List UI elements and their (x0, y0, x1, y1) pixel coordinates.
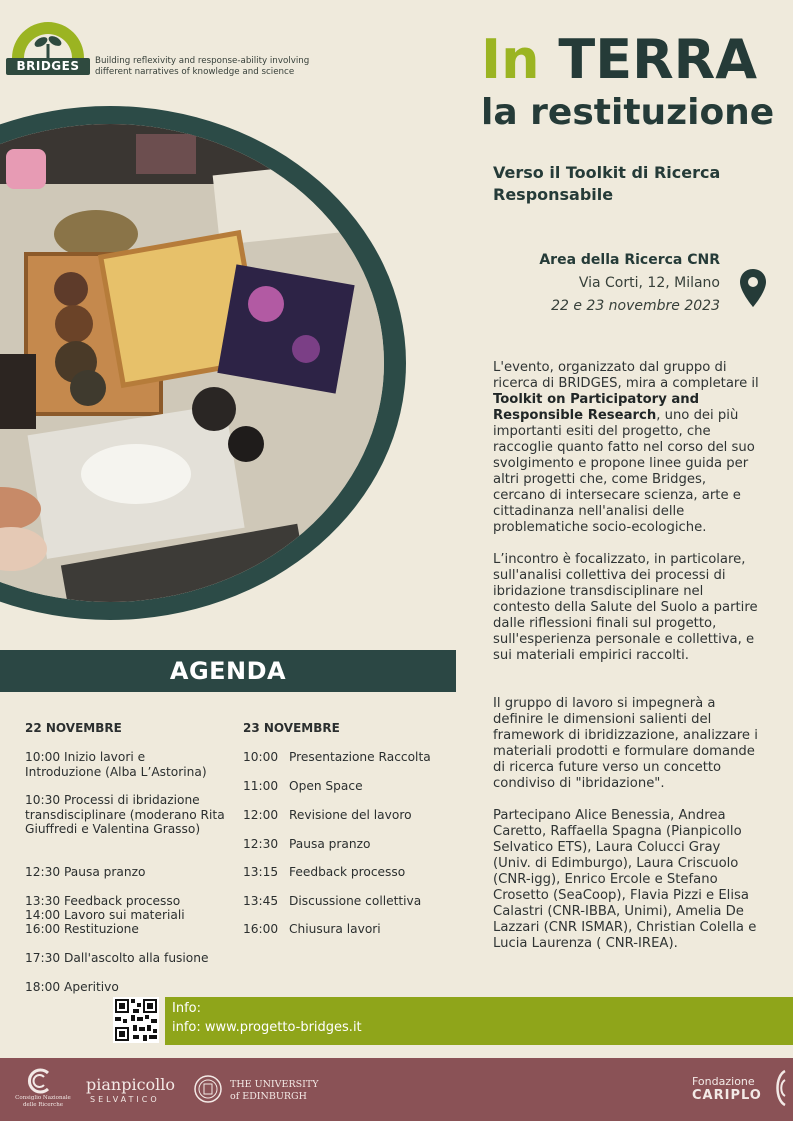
cnr-name-line-1: Consiglio Nazionale (15, 1095, 71, 1101)
cnr-name (8, 1095, 78, 1109)
agenda-label: Discussione collettiva (289, 894, 422, 908)
map-pin-icon (738, 268, 768, 308)
agenda-heading: AGENDA (0, 650, 456, 692)
agenda-item: 10:30 Processi di ibridazione transdisciplinare (moderano Rita Giuffredi e Valentina Grasso) (25, 793, 225, 836)
pianpicollo-subtitle: SELVATICO (90, 1095, 160, 1104)
body-paragraph-focus: L’incontro è focalizzato, in particolare, sull'analisi collettiva dei processi di ibridazione transdisciplinare nel contesto della Salute del Suolo a partire dalle riflessioni finali sul progetto, sull'esperienza personale e collettiva, e sui materiali empirici raccolti. (493, 552, 758, 663)
intro-text-b: , uno dei più importanti esiti del progetto, che raccoglie quanto fatto nel corso del suo svolgimento e propone linee guida per altri progetti che, come Bridges, cercano di intersecare scienza, arte e cittadinanza nell'analisi delle problematiche socio-ecologiche. (493, 408, 755, 535)
agenda-item (243, 865, 448, 880)
venue-name: Area della Ricerca CNR (539, 252, 720, 268)
pianpicollo-logo: pianpicollo (86, 1075, 176, 1094)
info-website-link[interactable]: info: www.progetto-bridges.it (172, 1020, 362, 1035)
agenda-label: Chiusura lavori (289, 922, 381, 936)
cariplo-line-2: CARIPLO (692, 1088, 762, 1103)
qr-code-icon[interactable] (113, 997, 159, 1043)
event-date: 22 e 23 novembre 2023 (551, 298, 720, 314)
intro-text-a: L'evento, organizzato dal gruppo di ricerca di BRIDGES, mira a completare il (493, 360, 759, 391)
cnr-logo-icon (26, 1067, 56, 1095)
toolkit-name: Toolkit on Participatory and Responsible Research (493, 392, 700, 423)
event-title-line-2: la restituzione (481, 92, 775, 133)
agenda-item: 12:30 Pausa pranzo (25, 865, 146, 879)
soil-materials-photo (0, 124, 384, 602)
agenda-time: 16:00 (243, 922, 279, 936)
agenda-label: Feedback processo (289, 865, 406, 879)
agenda-time: 13:15 (243, 865, 279, 879)
agenda-item: 14:00 Lavoro sui materiali (25, 908, 185, 922)
agenda-item: 16:00 Restituzione (25, 922, 139, 936)
body-paragraph-intro (493, 360, 761, 536)
edinburgh-seal-icon (193, 1074, 223, 1104)
agenda-label: Open Space (289, 779, 363, 793)
agenda-item (243, 922, 448, 937)
agenda-label: Revisione del lavoro (289, 808, 412, 822)
agenda-item (243, 808, 448, 823)
day-2-heading: 23 NOVEMBRE (243, 721, 340, 735)
tagline-line-2: different narratives of knowledge and science (95, 67, 295, 77)
logo-wordmark: BRIDGES (6, 58, 90, 75)
agenda-label: Presentazione Raccolta (289, 750, 431, 764)
cariplo-line-1: Fondazione (692, 1075, 755, 1088)
cariplo-mark-icon (771, 1068, 789, 1108)
photo-frame (0, 106, 406, 620)
agenda-item: 10:00 Inizio lavori e Introduzione (Alba L’Astorina) (25, 750, 207, 779)
event-title (481, 28, 757, 92)
title-word-in: In (481, 28, 540, 91)
venue-address: Via Corti, 12, Milano (578, 275, 720, 291)
agenda-item: 18:00 Aperitivo (25, 980, 119, 994)
agenda-item (243, 837, 448, 852)
agenda-time: 13:45 (243, 894, 279, 908)
tagline-line-1: Building reflexivity and response-ability involving (95, 56, 310, 66)
info-label: Info: (172, 1001, 201, 1016)
body-paragraph-goals: Il gruppo di lavoro si impegnerà a definire le dimensioni salienti del framework di ibridizzazione, analizzare i materiali prodotti e formulare domande di ricerca future verso un concetto condiviso di "ibridazione". (493, 696, 758, 791)
event-subtitle: Verso il Toolkit di Ricerca Responsabile (493, 163, 721, 204)
agenda-time: 11:00 (243, 779, 279, 793)
title-word-terra: TERRA (558, 28, 758, 91)
agenda-time: 10:00 (243, 750, 279, 764)
tagline (95, 56, 385, 78)
agenda-item: 13:30 Feedback processo (25, 894, 181, 908)
agenda-time: 12:30 (243, 837, 279, 851)
agenda-label: Pausa pranzo (289, 837, 371, 851)
edinburgh-name-line-2: of EDINBURGH (230, 1091, 307, 1102)
agenda-item: 17:30 Dall'ascolto alla fusione (25, 951, 209, 965)
day-1-heading: 22 NOVEMBRE (25, 721, 122, 735)
agenda-item (243, 779, 448, 794)
edinburgh-name-line-1: THE UNIVERSITY (230, 1079, 319, 1090)
agenda-time: 12:00 (243, 808, 279, 822)
body-paragraph-participants: Partecipano Alice Benessia, Andrea Caretto, Raffaella Spagna (Pianpicollo Selvatico ETS), Laura Colucci Gray (Univ. di Edimburgo), Laura Criscuolo (CNR-igg), Enrico Ercole e Stefano Crosetto (SeaCoop), Flavia Pizzi e Elisa Calastri (CNR-IBBA, Unimi), Amelia De Lazzari (CNR ISMAR), Christian Colella e Lucia Laurenza ( CNR-IREA). (493, 808, 757, 951)
agenda-item (243, 750, 448, 765)
agenda-item (243, 894, 448, 909)
cnr-name-line-2: delle Ricerche (22, 1102, 64, 1108)
